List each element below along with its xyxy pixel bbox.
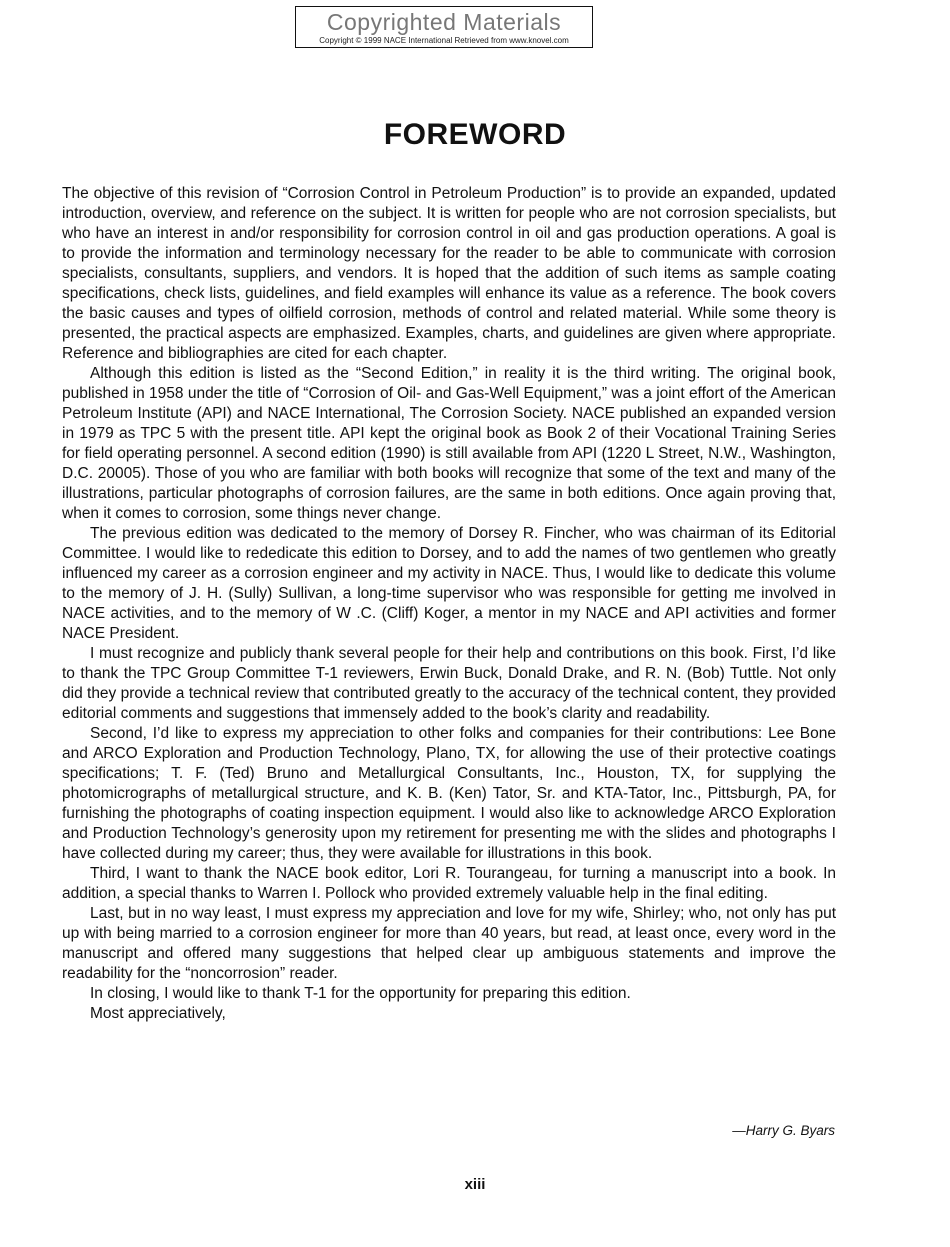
page-title: FOREWORD	[383, 118, 567, 151]
paragraph-reviewers: I must recognize and publicly thank several people for their help and contributions on this book. First, I’d like to thank the TPC Group Committee T-1 reviewers, Erwin Buck, Donald Drake, and R. N. (Bob) Tuttle. Not only did they provide a technical review that contributed greatly to the accuracy of the technical content, they provided editorial comments and suggestions that immensely added to the book’s clarity and readability.	[62, 645, 836, 722]
paragraph-editor: Third, I want to thank the NACE book editor, Lori R. Tourangeau, for turning a manuscript into a book. In addition, a special thanks to Warren I. Pollock who provided extremely valuable help in the final editing.	[62, 865, 836, 902]
stamp-title: Copyrighted Materials	[326, 9, 562, 35]
paragraph-closing: In closing, I would like to thank T-1 for the opportunity for preparing this edition.	[90, 985, 631, 1002]
paragraph-dedication: The previous edition was dedicated to the memory of Dorsey R. Fincher, who was chairman of its Editorial Committee. I would like to rededicate this edition to Dorsey, and to add the names of two gentlemen who greatly influenced my career as a corrosion engineer and my activity in NACE. Thus, I would like to dedicate this volume to the memory of J. H. (Sully) Sullivan, a long-time supervisor who was responsible for getting me involved in NACE activities, and to the memory of W .C. (Cliff) Koger, a mentor in my NACE and API activities and former NACE President.	[62, 525, 836, 642]
foreword-body	[62, 184, 836, 1024]
copyright-stamp	[295, 6, 593, 48]
paragraph-contributors: Second, I’d like to express my appreciation to other folks and companies for their contributions: Lee Bone and ARCO Exploration and Production Technology, Plano, TX, for allowing the use of their protective coatings specifications; T. F. (Ted) Bruno and Metallurgical Consultants, Inc., Houston, TX, for supplying the photomicrographs of metallurgical structure, and K. B. (Ken) Tator, Sr. and KTA-Tator, Inc., Pittsburgh, PA, for furnishing the photographs of coating inspection equipment. I would also like to acknowledge ARCO Exploration and Production Technology’s generosity upon my retirement for presenting me with the slides and photographs I have collected during my career; thus, they were available for illustrations in this book.	[62, 725, 836, 862]
author-signature: —Harry G. Byars	[732, 1123, 835, 1138]
paragraph-objective: The objective of this revision of “Corrosion Control in Petroleum Production” is to provide an expanded, updated introduction, overview, and reference on the subject. It is written for people who are not corrosion specialists, but who have an interest in and/or responsibility for corrosion control in oil and gas production operations. A goal is to provide the information and terminology necessary for the reader to be able to communicate with corrosion specialists, consultants, suppliers, and vendors. It is hoped that the addition of such items as sample coating specifications, check lists, guidelines, and field examples will enhance its value as a reference. The book covers the basic causes and types of oilfield corrosion, methods of control and related material. While some theory is presented, the practical aspects are emphasized. Examples, charts, and guidelines are given where appropriate. Reference and bibliographies are cited for each chapter.	[62, 185, 836, 362]
paragraph-edition-history: Although this edition is listed as the “Second Edition,” in reality it is the third writing. The original book, published in 1958 under the title of “Corrosion of Oil- and Gas-Well Equipment,” was a joint effort of the American Petroleum Institute (API) and NACE International, The Corrosion Society. NACE published an expanded version in 1979 as TPC 5 with the present title. API kept the original book as Book 2 of their Vocational Training Series for field operating personnel. A second edition (1990) is still available from API (1220 L Street, N.W., Washington, D.C. 20005). Those of you who are familiar with both books will recognize that some of the text and many of the illustrations, particular photographs of corrosion failures, are the same in both editions. Once again proving that, when it comes to corrosion, some things never change.	[62, 365, 836, 522]
paragraph-valediction: Most appreciatively,	[90, 1005, 226, 1022]
paragraph-wife: Last, but in no way least, I must express my appreciation and love for my wife, Shirley; who, not only has put up with being married to a corrosion engineer for more than 40 years, but read, at least once, every word in the manuscript and offered many suggestions that helped clear up ambiguous statements and improve the readability for the “noncorrosion” reader.	[62, 905, 836, 982]
page-number: xiii	[464, 1176, 486, 1193]
stamp-subtitle: Copyright © 1999 NACE International Retrieved from www.knovel.com	[319, 36, 569, 45]
